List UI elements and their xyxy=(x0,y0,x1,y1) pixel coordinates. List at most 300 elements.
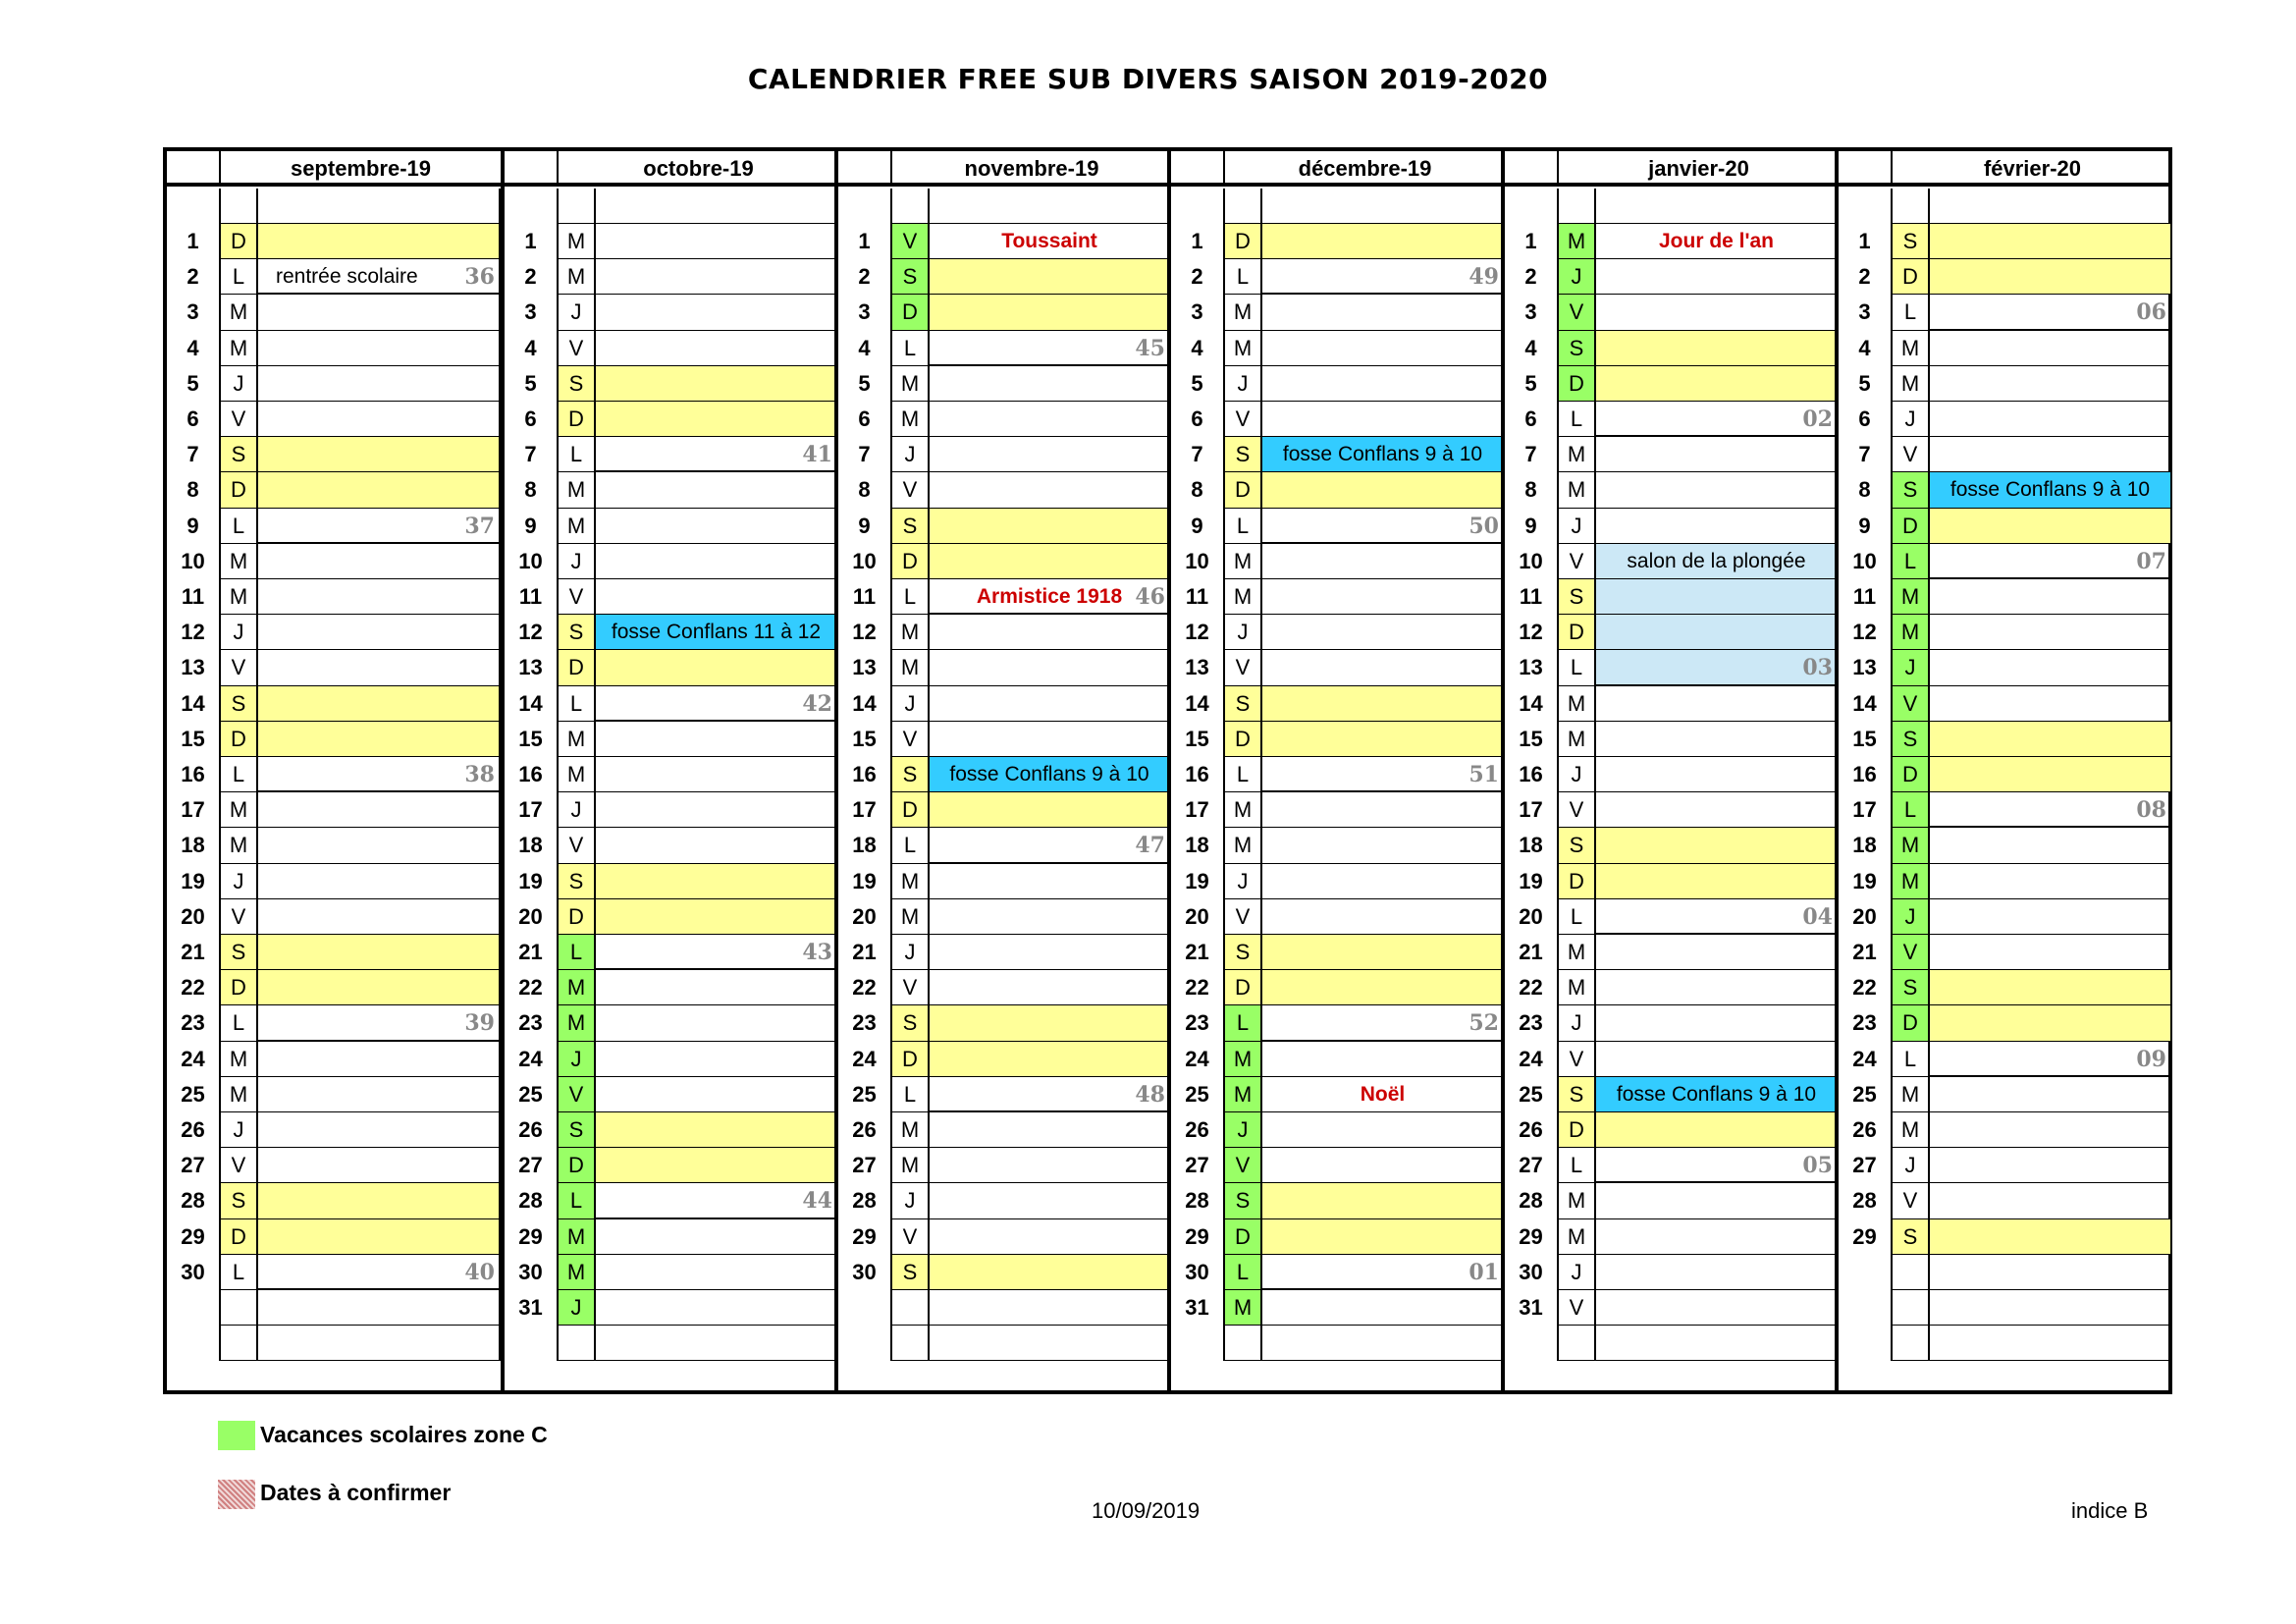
weekday-letter: D xyxy=(1891,509,1928,544)
weekday-letter: M xyxy=(1557,224,1594,259)
week-number: 38 xyxy=(464,762,495,787)
weekday-letter xyxy=(1557,1326,1594,1361)
day-number: 9 xyxy=(187,513,199,538)
day-number: 30 xyxy=(518,1259,543,1284)
day-note xyxy=(594,509,838,544)
week-number: 42 xyxy=(802,690,832,717)
weekday-letter: J xyxy=(557,544,594,579)
weekday-letter: M xyxy=(890,366,928,402)
day-note xyxy=(594,1112,838,1148)
day-number: 3 xyxy=(1191,299,1203,325)
day-number: 25 xyxy=(1519,1081,1543,1107)
day-number: 29 xyxy=(1519,1223,1543,1249)
day-note xyxy=(1928,792,2172,828)
day-note xyxy=(1594,1255,1839,1290)
day-number: 15 xyxy=(1519,726,1543,751)
day-number: 11 xyxy=(1185,584,1209,609)
day-note xyxy=(1594,1005,1839,1041)
week-number: 48 xyxy=(1135,1081,1165,1108)
day-number: 10 xyxy=(1519,548,1543,573)
day-note xyxy=(1260,189,1505,224)
day-number: 11 xyxy=(1519,584,1543,609)
day-note xyxy=(1594,366,1839,402)
day-note xyxy=(594,757,838,792)
day-number: 29 xyxy=(852,1223,877,1249)
day-number xyxy=(838,189,890,224)
weekday-letter: M xyxy=(1557,437,1594,472)
month-header: février-20 xyxy=(1891,151,2172,187)
day-note xyxy=(1260,1183,1505,1218)
week-number: 51 xyxy=(1468,762,1499,787)
weekday-letter: S xyxy=(557,1112,594,1148)
weekday-letter xyxy=(219,1326,256,1361)
footer-indice: indice B xyxy=(2071,1498,2149,1523)
day-note xyxy=(1928,1148,2172,1183)
day-note xyxy=(594,1255,838,1290)
day-number: 20 xyxy=(518,903,543,929)
weekday-letter: M xyxy=(219,1042,256,1077)
weekday-letter: M xyxy=(1891,828,1928,863)
day-number: 9 xyxy=(1191,513,1203,538)
weekday-letter: J xyxy=(1557,757,1594,792)
day-number: 21 xyxy=(181,940,205,964)
weekday-letter: D xyxy=(219,722,256,757)
day-number: 3 xyxy=(524,299,537,325)
day-number: 7 xyxy=(858,442,871,467)
weekday-letter: J xyxy=(1223,1112,1260,1148)
day-number: 15 xyxy=(1852,726,1877,751)
calendar-grid xyxy=(163,147,2172,1394)
day-note xyxy=(1260,757,1505,792)
weekday-letter: L xyxy=(1223,509,1260,544)
day-note xyxy=(1260,722,1505,757)
day-number: 13 xyxy=(1185,655,1209,680)
weekday-letter: L xyxy=(219,509,256,544)
day-number: 6 xyxy=(524,406,537,431)
day-number: 22 xyxy=(1185,975,1209,1001)
day-number: 24 xyxy=(1519,1046,1543,1071)
header-blank xyxy=(838,151,890,187)
day-number: 28 xyxy=(1185,1188,1209,1214)
event-label: salon de la plongée xyxy=(1627,549,1806,572)
day-number: 31 xyxy=(1519,1295,1543,1320)
weekday-letter xyxy=(219,1290,256,1326)
day-number: 28 xyxy=(181,1188,205,1214)
day-note xyxy=(1260,509,1505,544)
day-note xyxy=(594,366,838,402)
weekday-letter xyxy=(557,189,594,224)
legend-confirm-label: Dates à confirmer xyxy=(260,1480,452,1505)
weekday-letter: J xyxy=(219,864,256,899)
weekday-letter: J xyxy=(1557,1255,1594,1290)
legend-confirm-swatch xyxy=(218,1480,255,1509)
weekday-letter: V xyxy=(1557,1290,1594,1326)
day-number: 21 xyxy=(518,940,543,964)
weekday-letter: S xyxy=(1223,686,1260,722)
weekday-letter: S xyxy=(219,935,256,970)
weekday-letter: J xyxy=(1557,1005,1594,1041)
day-number: 19 xyxy=(852,868,877,893)
day-note xyxy=(1260,224,1505,259)
weekday-letter: L xyxy=(219,1255,256,1290)
day-number: 16 xyxy=(1519,762,1543,786)
day-note xyxy=(1594,579,1839,615)
day-number xyxy=(167,1290,219,1326)
weekday-letter: L xyxy=(1557,402,1594,437)
weekday-letter: S xyxy=(1223,437,1260,472)
day-note xyxy=(1260,899,1505,935)
week-number: 46 xyxy=(1135,584,1165,610)
day-note xyxy=(1928,402,2172,437)
weekday-letter: V xyxy=(219,899,256,935)
day-number: 12 xyxy=(852,620,877,645)
day-number: 5 xyxy=(187,370,199,396)
day-number: 29 xyxy=(1852,1223,1877,1249)
weekday-letter: D xyxy=(219,224,256,259)
weekday-letter: M xyxy=(557,757,594,792)
weekday-letter: M xyxy=(1891,1112,1928,1148)
day-number xyxy=(1505,189,1557,224)
day-note xyxy=(1260,579,1505,615)
day-number: 8 xyxy=(1858,477,1871,503)
weekday-letter: D xyxy=(890,544,928,579)
weekday-letter: V xyxy=(1557,792,1594,828)
weekday-letter: M xyxy=(219,828,256,863)
day-note xyxy=(1260,295,1505,330)
weekday-letter: S xyxy=(1891,1219,1928,1255)
day-note xyxy=(928,650,1171,685)
week-number: 47 xyxy=(1135,833,1165,859)
day-number: 12 xyxy=(518,620,543,645)
weekday-letter: V xyxy=(1891,1183,1928,1218)
day-number: 27 xyxy=(1852,1153,1877,1178)
weekday-letter: J xyxy=(1891,402,1928,437)
week-number: 50 xyxy=(1468,513,1499,539)
day-note xyxy=(1928,295,2172,330)
weekday-letter: J xyxy=(890,686,928,722)
day-note xyxy=(1928,970,2172,1005)
weekday-letter: M xyxy=(557,1219,594,1255)
weekday-letter: V xyxy=(219,402,256,437)
weekday-letter: D xyxy=(1891,757,1928,792)
weekday-letter: J xyxy=(219,1112,256,1148)
week-number: 45 xyxy=(1135,335,1165,361)
day-note xyxy=(256,722,501,757)
week-number: 09 xyxy=(2136,1046,2166,1072)
day-note xyxy=(1594,864,1839,899)
day-note xyxy=(256,970,501,1005)
day-number: 1 xyxy=(1524,229,1537,253)
weekday-letter: J xyxy=(1891,1148,1928,1183)
day-number: 19 xyxy=(1185,868,1209,893)
weekday-letter: D xyxy=(1557,1112,1594,1148)
day-number: 7 xyxy=(1858,442,1871,467)
day-note xyxy=(1594,1148,1839,1183)
day-number: 25 xyxy=(518,1081,543,1107)
weekday-letter: S xyxy=(219,686,256,722)
day-number: 30 xyxy=(181,1259,205,1284)
day-number: 11 xyxy=(518,584,543,609)
day-number: 10 xyxy=(852,548,877,573)
weekday-letter: D xyxy=(219,472,256,508)
weekday-letter: M xyxy=(557,472,594,508)
event-label: fosse Conflans 9 à 10 xyxy=(1282,443,1483,466)
day-note xyxy=(594,1326,838,1361)
weekday-letter: V xyxy=(557,579,594,615)
day-note xyxy=(1928,579,2172,615)
weekday-letter: V xyxy=(1891,686,1928,722)
weekday-letter: L xyxy=(219,1005,256,1041)
day-number: 8 xyxy=(524,477,537,503)
day-note xyxy=(594,686,838,722)
month-header: novembre-19 xyxy=(890,151,1171,187)
day-note xyxy=(1594,1112,1839,1148)
weekday-letter: M xyxy=(557,509,594,544)
weekday-letter: S xyxy=(1557,1077,1594,1112)
day-note xyxy=(256,1290,501,1326)
day-number: 18 xyxy=(181,833,205,858)
day-number: 14 xyxy=(1519,690,1543,716)
day-number: 2 xyxy=(858,264,871,290)
weekday-letter xyxy=(1891,1326,1928,1361)
day-note xyxy=(594,472,838,508)
month-header: octobre-19 xyxy=(557,151,838,187)
weekday-letter: V xyxy=(890,472,928,508)
day-note xyxy=(1928,259,2172,295)
day-note xyxy=(1594,224,1839,259)
day-note xyxy=(256,615,501,650)
weekday-letter: S xyxy=(557,615,594,650)
day-number: 4 xyxy=(187,335,199,360)
day-note xyxy=(256,402,501,437)
day-note xyxy=(1928,1077,2172,1112)
day-note xyxy=(594,1290,838,1326)
day-note xyxy=(1594,472,1839,508)
day-number: 23 xyxy=(1185,1010,1209,1036)
day-number: 25 xyxy=(1852,1081,1877,1107)
day-number: 27 xyxy=(852,1153,877,1178)
day-note xyxy=(1260,437,1505,472)
weekday-letter: D xyxy=(557,650,594,685)
weekday-letter: S xyxy=(1557,579,1594,615)
day-number: 17 xyxy=(1519,797,1543,823)
day-number xyxy=(1839,1255,1891,1290)
event-label: Noël xyxy=(1360,1082,1406,1106)
weekday-letter: L xyxy=(1891,1042,1928,1077)
weekday-letter: M xyxy=(1557,935,1594,970)
day-note xyxy=(256,1148,501,1183)
day-note xyxy=(928,544,1171,579)
weekday-letter: D xyxy=(890,792,928,828)
day-note xyxy=(1594,544,1839,579)
weekday-letter: M xyxy=(557,722,594,757)
weekday-letter: V xyxy=(890,1219,928,1255)
weekday-letter: D xyxy=(1557,615,1594,650)
weekday-letter: J xyxy=(1891,650,1928,685)
day-note xyxy=(256,331,501,366)
day-number: 16 xyxy=(852,762,877,786)
weekday-letter: S xyxy=(1557,828,1594,863)
day-number: 5 xyxy=(524,370,537,396)
day-number: 26 xyxy=(1185,1117,1209,1142)
weekday-letter: M xyxy=(219,331,256,366)
weekday-letter: L xyxy=(1223,1005,1260,1041)
day-note xyxy=(1594,1042,1839,1077)
event-label: fosse Conflans 11 à 12 xyxy=(611,621,822,644)
weekday-letter: S xyxy=(1891,722,1928,757)
weekday-letter: V xyxy=(557,828,594,863)
day-number: 10 xyxy=(1185,548,1209,573)
weekday-letter: M xyxy=(1223,544,1260,579)
day-note xyxy=(928,509,1171,544)
month-column xyxy=(834,151,1171,1390)
day-number: 19 xyxy=(518,868,543,893)
weekday-letter: S xyxy=(1891,224,1928,259)
day-number: 20 xyxy=(1519,903,1543,929)
day-number: 30 xyxy=(852,1259,877,1284)
weekday-letter: S xyxy=(219,1183,256,1218)
day-number: 13 xyxy=(1519,655,1543,680)
event-label: Armistice 1918 xyxy=(976,585,1123,608)
day-number: 5 xyxy=(858,370,871,396)
day-note xyxy=(928,1112,1171,1148)
day-note xyxy=(256,509,501,544)
day-note xyxy=(256,864,501,899)
weekday-letter: J xyxy=(557,792,594,828)
day-note xyxy=(594,1148,838,1183)
day-number xyxy=(167,1326,219,1361)
day-note xyxy=(1260,686,1505,722)
day-number: 4 xyxy=(1524,335,1537,360)
day-number: 23 xyxy=(1852,1010,1877,1036)
weekday-letter: M xyxy=(1557,1183,1594,1218)
weekday-letter xyxy=(557,1326,594,1361)
day-number: 23 xyxy=(181,1010,205,1036)
day-number: 28 xyxy=(1519,1188,1543,1214)
day-note xyxy=(594,864,838,899)
weekday-letter: J xyxy=(1223,615,1260,650)
weekday-letter: L xyxy=(890,331,928,366)
weekday-letter: J xyxy=(1223,864,1260,899)
day-note xyxy=(1594,1219,1839,1255)
day-number: 17 xyxy=(1852,797,1877,823)
day-number: 26 xyxy=(852,1117,877,1142)
weekday-letter: L xyxy=(1891,544,1928,579)
day-number: 14 xyxy=(852,690,877,716)
weekday-letter: L xyxy=(557,935,594,970)
day-number: 9 xyxy=(858,513,871,538)
day-note xyxy=(928,366,1171,402)
day-note xyxy=(256,899,501,935)
weekday-letter: D xyxy=(1223,970,1260,1005)
day-number: 29 xyxy=(1185,1223,1209,1249)
week-number: 02 xyxy=(1802,406,1833,432)
day-note xyxy=(1260,259,1505,295)
weekday-letter: M xyxy=(557,970,594,1005)
day-note xyxy=(928,579,1171,615)
weekday-letter: V xyxy=(1891,437,1928,472)
weekday-letter: J xyxy=(557,295,594,330)
day-note xyxy=(1260,366,1505,402)
day-note xyxy=(1260,970,1505,1005)
day-number: 27 xyxy=(1185,1153,1209,1178)
week-number: 40 xyxy=(464,1259,495,1285)
weekday-letter: D xyxy=(1557,366,1594,402)
day-note xyxy=(594,970,838,1005)
day-number: 16 xyxy=(518,762,543,786)
day-number: 25 xyxy=(1185,1081,1209,1107)
event-label: fosse Conflans 9 à 10 xyxy=(949,763,1149,785)
day-number: 12 xyxy=(181,620,205,645)
weekday-letter: D xyxy=(1891,1005,1928,1041)
day-note xyxy=(928,864,1171,899)
day-note xyxy=(256,1255,501,1290)
day-note xyxy=(1928,437,2172,472)
day-note xyxy=(256,189,501,224)
weekday-letter: V xyxy=(557,1077,594,1112)
day-note xyxy=(594,544,838,579)
day-number: 7 xyxy=(1524,442,1537,467)
day-note xyxy=(1928,472,2172,508)
day-note xyxy=(928,757,1171,792)
week-number: 03 xyxy=(1802,655,1833,681)
day-note xyxy=(594,437,838,472)
day-note xyxy=(928,472,1171,508)
weekday-letter: L xyxy=(219,757,256,792)
header-blank xyxy=(1839,151,1891,187)
day-note xyxy=(1260,1005,1505,1041)
weekday-letter: S xyxy=(890,509,928,544)
weekday-letter xyxy=(890,189,928,224)
weekday-letter xyxy=(1223,1326,1260,1361)
weekday-letter: L xyxy=(1557,650,1594,685)
weekday-letter: M xyxy=(1557,970,1594,1005)
weekday-letter: L xyxy=(1223,259,1260,295)
day-number: 17 xyxy=(518,797,543,823)
day-note xyxy=(256,544,501,579)
day-number: 18 xyxy=(518,833,543,858)
month-header: janvier-20 xyxy=(1557,151,1839,187)
weekday-letter: V xyxy=(1891,935,1928,970)
month-column xyxy=(1167,151,1505,1390)
day-note xyxy=(1594,331,1839,366)
day-note xyxy=(928,1326,1171,1361)
weekday-letter: M xyxy=(219,792,256,828)
day-number: 8 xyxy=(187,477,199,503)
day-number: 24 xyxy=(1185,1046,1209,1071)
weekday-letter: M xyxy=(1223,295,1260,330)
weekday-letter: S xyxy=(1891,472,1928,508)
day-number: 1 xyxy=(524,229,537,253)
day-note xyxy=(928,331,1171,366)
week-number: 49 xyxy=(1468,264,1499,291)
day-note xyxy=(256,579,501,615)
weekday-letter: V xyxy=(1223,650,1260,685)
week-number: 06 xyxy=(2136,299,2166,326)
weekday-letter: S xyxy=(1223,1183,1260,1218)
day-note xyxy=(1260,402,1505,437)
day-number: 25 xyxy=(852,1081,877,1107)
day-number: 6 xyxy=(858,406,871,431)
day-note xyxy=(1594,615,1839,650)
weekday-letter: M xyxy=(1223,331,1260,366)
day-note xyxy=(928,437,1171,472)
day-note xyxy=(928,1005,1171,1041)
day-note xyxy=(594,792,838,828)
day-number: 17 xyxy=(181,797,205,823)
day-number: 19 xyxy=(181,868,205,893)
weekday-letter: D xyxy=(1223,472,1260,508)
